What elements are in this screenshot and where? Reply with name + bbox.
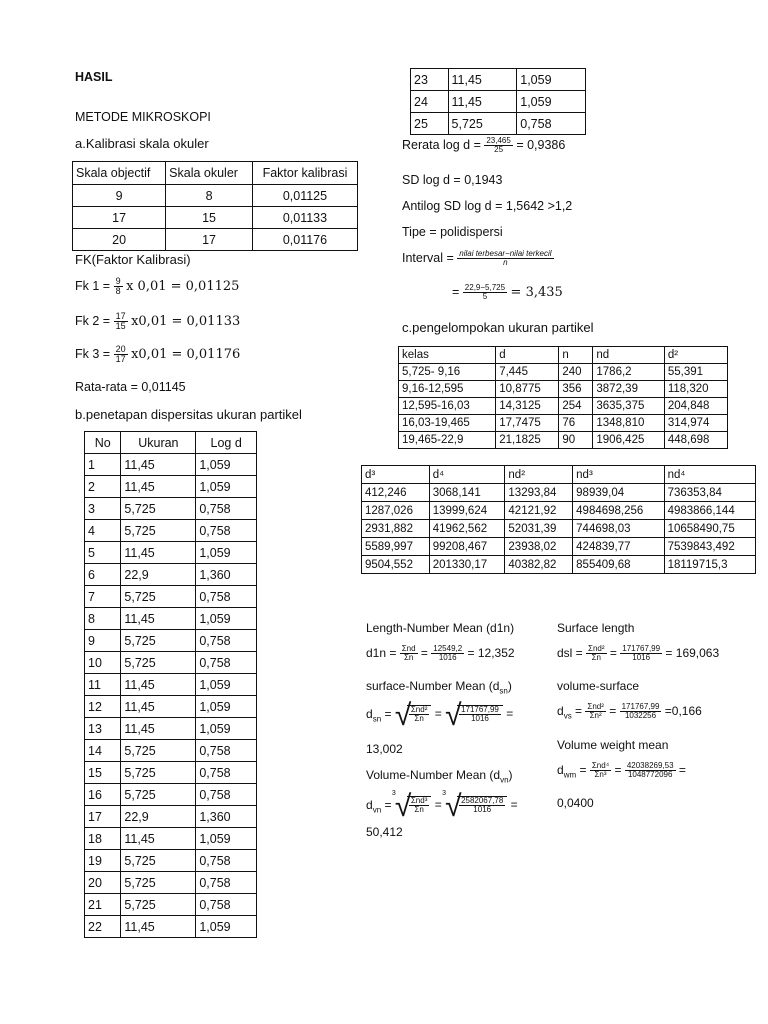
- table-cell: 6: [85, 564, 121, 586]
- interval-formula: [402, 250, 554, 268]
- equals-sign: =: [452, 285, 460, 300]
- interval-result: = 3,435: [510, 285, 563, 301]
- table-row: [85, 454, 257, 476]
- fk-fraction: $\frac{20}{17}$: [115, 344, 126, 365]
- table-cell: 52031,39: [505, 520, 573, 538]
- table-cell: 1348,810: [593, 415, 664, 432]
- table-row: [85, 850, 257, 872]
- vs-result: =0,166: [664, 704, 702, 719]
- lnm-formula: [366, 645, 515, 663]
- table-cell: 22,9: [121, 564, 196, 586]
- table-cell: 5,725: [121, 520, 196, 542]
- table-cell: 1,360: [196, 806, 257, 828]
- table-cell: 744698,03: [573, 520, 664, 538]
- section-a-title: a.Kalibrasi skala okuler: [75, 136, 209, 151]
- table-cell: 5,725: [121, 652, 196, 674]
- sl-result: = 169,063: [665, 646, 720, 661]
- table-cell: 1,059: [196, 542, 257, 564]
- table-header-cell: nd⁴: [664, 466, 755, 484]
- table-cell: 16: [85, 784, 121, 806]
- table-cell: 5: [85, 542, 121, 564]
- vs-label: $d_{vs}$ =: [557, 704, 583, 721]
- table-cell: 0,758: [196, 740, 257, 762]
- cube-root-symbol: 3 √ $\frac{\text{Σnd³}}{\Sigma n}$: [395, 796, 432, 815]
- table-row: [362, 538, 756, 556]
- heading-hasil: HASIL: [75, 70, 113, 84]
- table-header-cell: Log d: [196, 432, 257, 454]
- interval-fraction: $\frac{\text{nilai terbesar−nilai terkecil}}{n}$: [459, 249, 552, 268]
- vw-formula: [557, 762, 686, 780]
- table-cell: 1,360: [196, 564, 257, 586]
- table-cell: 1,059: [196, 454, 257, 476]
- table-cell: 1,059: [517, 91, 586, 113]
- table-cell: 13: [85, 718, 121, 740]
- table-header-cell: d³: [362, 466, 430, 484]
- table-cell: 19,465-22,9: [399, 432, 496, 449]
- fk-title: FK(Faktor Kalibrasi): [75, 252, 191, 267]
- table-cell: 4: [85, 520, 121, 542]
- table-row: [85, 608, 257, 630]
- table-cell: 16,03-19,465: [399, 415, 496, 432]
- calibration-table: [72, 161, 358, 251]
- table-cell: 14,3125: [496, 398, 559, 415]
- table-row: [399, 398, 728, 415]
- table-cell: 11,45: [121, 696, 196, 718]
- table-cell: 4983866,144: [664, 502, 755, 520]
- table-cell: 1,059: [196, 828, 257, 850]
- table-cell: 11: [85, 674, 121, 696]
- table-cell: 42121,92: [505, 502, 573, 520]
- fk-label: Fk 2 =: [75, 314, 111, 329]
- heading-method: METODE MIKROSKOPI: [75, 110, 211, 124]
- table-cell: 20: [85, 872, 121, 894]
- table-cell: 201330,17: [429, 556, 505, 574]
- table-cell: 240: [559, 364, 593, 381]
- equals-sign: =: [420, 646, 428, 661]
- table-row: [85, 828, 257, 850]
- table-cell: 0,01125: [252, 185, 357, 207]
- table-cell: 1,059: [196, 674, 257, 696]
- equals-sign: =: [609, 704, 617, 719]
- rerata-result: = 0,9386: [516, 138, 566, 153]
- vs-formula: [557, 703, 702, 721]
- table-cell: 11,45: [121, 608, 196, 630]
- fk-result: x 0,01 = 0,01125: [126, 279, 240, 295]
- table-cell: 204,848: [664, 398, 727, 415]
- table-cell: 5589,997: [362, 538, 430, 556]
- table-row: [85, 586, 257, 608]
- table-cell: 314,974: [664, 415, 727, 432]
- section-b-title: b.penetapan dispersitas ukuran partikel: [75, 407, 302, 422]
- table-cell: 12: [85, 696, 121, 718]
- table-cell: 11,45: [121, 542, 196, 564]
- vnm-formula: [366, 789, 518, 824]
- table-header-cell: d: [496, 347, 559, 364]
- table-cell: 1,059: [196, 476, 257, 498]
- table-cell: 23: [411, 69, 449, 91]
- table-row: [362, 502, 756, 520]
- table-cell: 25: [411, 113, 449, 135]
- equals-sign: =: [434, 706, 442, 721]
- table-header-cell: d²: [664, 347, 727, 364]
- fk-fraction: $\frac{9}{8}$: [115, 276, 121, 297]
- table-cell: 448,698: [664, 432, 727, 449]
- table-cell: 17,7475: [496, 415, 559, 432]
- table-row: [399, 415, 728, 432]
- table-cell: 5,725: [121, 586, 196, 608]
- sqrt-symbol: √ $\frac{\text{Σnd²}}{\Sigma n}$: [395, 705, 432, 724]
- table-cell: 3872,39: [593, 381, 664, 398]
- table-cell: 11,45: [121, 476, 196, 498]
- table-row: [85, 718, 257, 740]
- table-cell: 9: [73, 185, 166, 207]
- equals-sign: =: [678, 763, 686, 778]
- table-cell: 0,758: [196, 498, 257, 520]
- table-cell: 10,8775: [496, 381, 559, 398]
- table-header-cell: nd²: [505, 466, 573, 484]
- table-header-cell: Ukuran: [121, 432, 196, 454]
- table-header-cell: Skala objectif: [73, 162, 166, 185]
- lnm-title: Length-Number Mean (d1n): [366, 621, 515, 635]
- table-row: [411, 69, 586, 91]
- table-cell: 10658490,75: [664, 520, 755, 538]
- vs-title: volume-surface: [557, 679, 640, 693]
- table-cell: 11,45: [121, 674, 196, 696]
- table-cell: 12,595-16,03: [399, 398, 496, 415]
- table-row: [85, 652, 257, 674]
- lnm-fraction: $\frac{\text{Σnd}}{\Sigma n}$: [401, 644, 416, 663]
- sl-title: Surface length: [557, 621, 635, 635]
- equals-sign: =: [434, 797, 442, 812]
- table-cell: 5,725: [121, 784, 196, 806]
- vnm-title: Volume-Number Mean $(d_{vn})$: [366, 768, 513, 785]
- table-row: [362, 520, 756, 538]
- table-cell: 1287,026: [362, 502, 430, 520]
- table-row: [85, 564, 257, 586]
- fk-label: Fk 1 =: [75, 279, 111, 294]
- vnm-result: 50,412: [366, 825, 403, 839]
- vw-result: 0,0400: [557, 796, 594, 810]
- equals-sign: =: [506, 706, 514, 721]
- table-cell: 118,320: [664, 381, 727, 398]
- table-cell: 0,758: [196, 850, 257, 872]
- table-header-row: [73, 162, 358, 185]
- table-header-row: [362, 466, 756, 484]
- table-cell: 0,758: [196, 784, 257, 806]
- lnm-label: d1n =: [366, 646, 397, 661]
- table-row: [73, 185, 358, 207]
- table-cell: 21: [85, 894, 121, 916]
- fk-result: x0,01 = 0,01133: [131, 314, 241, 330]
- sqrt-symbol: √ $\frac{171767,99}{1016}$: [445, 705, 503, 724]
- rata-rata: Rata-rata = 0,01145: [75, 380, 186, 394]
- rerata-fraction: $\frac{23,465}{25}$: [486, 136, 511, 155]
- table-row: [85, 520, 257, 542]
- sd-log: SD log d = 0,1943: [402, 173, 503, 187]
- table-cell: 18119715,3: [664, 556, 755, 574]
- table-row: [85, 872, 257, 894]
- vw-title: Volume weight mean: [557, 738, 669, 752]
- table-cell: 24: [411, 91, 449, 113]
- cube-root-symbol: 3 √ $\frac{2582067,78}{1016}$: [445, 796, 507, 815]
- table-cell: 2: [85, 476, 121, 498]
- table-cell: 356: [559, 381, 593, 398]
- table-cell: 1,059: [196, 718, 257, 740]
- vw-calc-fraction: $\frac{42038269,53}{1048772096}$: [626, 761, 674, 780]
- table-row: [362, 484, 756, 502]
- interval-calc-fraction: $\frac{22,9-5,725}{5}$: [464, 283, 506, 302]
- table-row: [85, 498, 257, 520]
- sl-fraction: $\frac{\text{Σnd²}}{\Sigma n}$: [588, 644, 605, 663]
- table-cell: 5,725: [121, 850, 196, 872]
- lnm-result: = 12,352: [467, 646, 515, 661]
- table-cell: 11,45: [448, 91, 517, 113]
- table-row: [399, 364, 728, 381]
- table-cell: 11,45: [121, 916, 196, 938]
- table-cell: 18: [85, 828, 121, 850]
- table-cell: 9504,552: [362, 556, 430, 574]
- table-cell: 90: [559, 432, 593, 449]
- table-cell: 5,725: [121, 630, 196, 652]
- equals-sign: =: [609, 646, 617, 661]
- table-cell: 0,01133: [252, 207, 357, 229]
- table-cell: 17: [85, 806, 121, 828]
- table-header-cell: No: [85, 432, 121, 454]
- table-cell: 0,758: [196, 652, 257, 674]
- table-cell: 8: [166, 185, 253, 207]
- vs-fraction: $\frac{\text{Σnd²}}{\text{Σn²}}$: [587, 702, 604, 721]
- table-cell: 1,059: [196, 916, 257, 938]
- table-cell: 2931,882: [362, 520, 430, 538]
- table-cell: 11,45: [121, 718, 196, 740]
- table-header-cell: n: [559, 347, 593, 364]
- table-header-cell: nd³: [573, 466, 664, 484]
- table-row: [411, 91, 586, 113]
- fk-label: Fk 3 =: [75, 347, 111, 362]
- table-cell: 19: [85, 850, 121, 872]
- table-cell: 13999,624: [429, 502, 505, 520]
- table-cell: 0,01176: [252, 229, 357, 251]
- table-cell: 0,758: [196, 586, 257, 608]
- table-cell: 1: [85, 454, 121, 476]
- table-cell: 0,758: [196, 762, 257, 784]
- table-cell: 1906,425: [593, 432, 664, 449]
- table-row: [85, 476, 257, 498]
- table-cell: 13293,84: [505, 484, 573, 502]
- snm-result: 13,002: [366, 742, 403, 756]
- table-row: [85, 806, 257, 828]
- table-cell: 3: [85, 498, 121, 520]
- fk-fraction: $\frac{17}{15}$: [115, 311, 126, 332]
- table-row: [85, 916, 257, 938]
- table-cell: 5,725: [121, 498, 196, 520]
- fk-result: x0,01 = 0,01176: [131, 347, 241, 363]
- table-cell: 20: [73, 229, 166, 251]
- table-cell: 1,059: [196, 608, 257, 630]
- table-cell: 0,758: [196, 520, 257, 542]
- antilog: Antilog SD log d = 1,5642 >1,2: [402, 199, 573, 213]
- table-row: [85, 784, 257, 806]
- table-row: [362, 556, 756, 574]
- tipe: Tipe = polidispersi: [402, 225, 503, 239]
- table-cell: 412,246: [362, 484, 430, 502]
- table-header-cell: Skala okuler: [166, 162, 253, 185]
- table-cell: 15: [85, 762, 121, 784]
- equals-sign: =: [510, 797, 518, 812]
- table-cell: 736353,84: [664, 484, 755, 502]
- vnm-label: $d_{vn}$ =: [366, 797, 392, 814]
- table-cell: 3068,141: [429, 484, 505, 502]
- table-cell: 254: [559, 398, 593, 415]
- table-cell: 8: [85, 608, 121, 630]
- table-cell: 5,725: [121, 872, 196, 894]
- table-row: [85, 894, 257, 916]
- table-row: [85, 630, 257, 652]
- equals-sign: =: [614, 763, 622, 778]
- vs-calc-fraction: $\frac{171767,99}{1032256}$: [621, 702, 660, 721]
- table-cell: 22,9: [121, 806, 196, 828]
- vw-fraction: $\frac{\text{Σnd⁴}}{\text{Σn³}}$: [591, 761, 610, 780]
- lnm-calc-fraction: $\frac{12549,2}{1016}$: [433, 644, 463, 663]
- fk2-formula: [75, 312, 240, 332]
- table-row: [73, 207, 358, 229]
- section-c-title: c.pengelompokan ukuran partikel: [402, 320, 594, 335]
- sl-formula: [557, 645, 719, 663]
- table-cell: 855409,68: [573, 556, 664, 574]
- interval-calc: [452, 284, 563, 302]
- interval-label: Interval =: [402, 251, 454, 266]
- table-cell: 55,391: [664, 364, 727, 381]
- table-row: [85, 762, 257, 784]
- table-cell: 23938,02: [505, 538, 573, 556]
- table-header-cell: Faktor kalibrasi: [252, 162, 357, 185]
- fk1-formula: [75, 277, 239, 297]
- table-row: [399, 432, 728, 449]
- table-cell: 41962,562: [429, 520, 505, 538]
- table-cell: 11,45: [448, 69, 517, 91]
- table-cell: 7: [85, 586, 121, 608]
- fk3-formula: [75, 345, 240, 365]
- table-row: [85, 740, 257, 762]
- table-header-cell: kelas: [399, 347, 496, 364]
- table-row: [85, 696, 257, 718]
- table-cell: 99208,467: [429, 538, 505, 556]
- table-cell: 98939,04: [573, 484, 664, 502]
- snm-title: surface-Number Mean $(d_{sn})$: [366, 679, 512, 696]
- table-cell: 0,758: [196, 630, 257, 652]
- table-cell: 424839,77: [573, 538, 664, 556]
- table-cell: 22: [85, 916, 121, 938]
- table-cell: 1,059: [517, 69, 586, 91]
- power-table: [361, 465, 756, 574]
- table-cell: 21,1825: [496, 432, 559, 449]
- table-cell: 17: [73, 207, 166, 229]
- table-cell: 5,725: [121, 762, 196, 784]
- table-header-row: [85, 432, 257, 454]
- sl-calc-fraction: $\frac{171767,99}{1016}$: [622, 644, 661, 663]
- rerata-formula: [402, 137, 565, 155]
- table-cell: 0,758: [196, 894, 257, 916]
- table-header-cell: d⁴: [429, 466, 505, 484]
- table-row: [85, 674, 257, 696]
- table-cell: 11,45: [121, 454, 196, 476]
- particle-size-table-continued: [410, 68, 586, 135]
- table-cell: 0,758: [196, 872, 257, 894]
- table-cell: 40382,82: [505, 556, 573, 574]
- table-cell: 1786,2: [593, 364, 664, 381]
- table-cell: 14: [85, 740, 121, 762]
- rerata-label: Rerata log d =: [402, 138, 481, 153]
- particle-size-table: [84, 431, 257, 938]
- table-cell: 3635,375: [593, 398, 664, 415]
- table-cell: 0,758: [517, 113, 586, 135]
- table-row: [73, 229, 358, 251]
- table-row: [85, 542, 257, 564]
- sl-label: dsl =: [557, 646, 583, 661]
- table-cell: 17: [166, 229, 253, 251]
- table-cell: 11,45: [121, 828, 196, 850]
- table-header-cell: nd: [593, 347, 664, 364]
- snm-label: $d_{sn}$ =: [366, 706, 392, 723]
- table-cell: 5,725: [121, 740, 196, 762]
- table-header-row: [399, 347, 728, 364]
- vw-label: $d_{wm}$ =: [557, 763, 587, 780]
- table-cell: 5,725: [448, 113, 517, 135]
- table-cell: 15: [166, 207, 253, 229]
- table-cell: 9,16-12,595: [399, 381, 496, 398]
- table-cell: 76: [559, 415, 593, 432]
- grouping-table: [398, 346, 728, 449]
- table-cell: 10: [85, 652, 121, 674]
- table-row: [411, 113, 586, 135]
- table-cell: 1,059: [196, 696, 257, 718]
- table-cell: 5,725: [121, 894, 196, 916]
- table-cell: 7,445: [496, 364, 559, 381]
- snm-formula: [366, 698, 514, 733]
- table-cell: 7539843,492: [664, 538, 755, 556]
- table-cell: 4984698,256: [573, 502, 664, 520]
- table-row: [399, 381, 728, 398]
- table-cell: 5,725- 9,16: [399, 364, 496, 381]
- table-cell: 9: [85, 630, 121, 652]
